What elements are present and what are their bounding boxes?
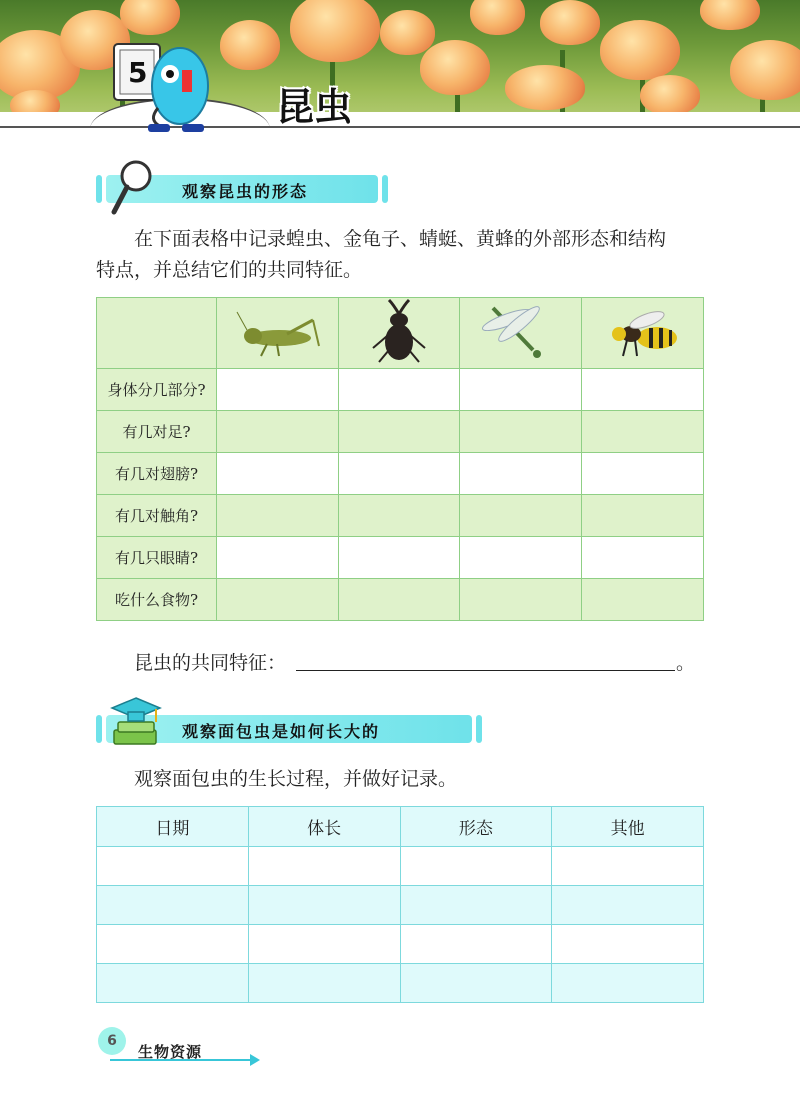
answer-cell [582, 537, 704, 579]
answer-cell [216, 411, 338, 453]
lesson-number: 5 [128, 56, 148, 89]
record-cell [248, 847, 400, 886]
answer-cell [582, 369, 704, 411]
answer-cell [216, 537, 338, 579]
growth-record-table [96, 806, 704, 1003]
answer-blank-line [296, 670, 675, 671]
record-cell [248, 925, 400, 964]
section2-header [96, 710, 472, 746]
record-cell [97, 847, 249, 886]
answer-cell [582, 411, 704, 453]
record-cell [248, 964, 400, 1003]
section2-intro: 观察面包虫的生长过程，并做好记录。 [134, 768, 458, 790]
answer-cell [582, 495, 704, 537]
page-number: 6 [98, 1027, 126, 1055]
answer-cell [338, 369, 460, 411]
answer-cell [460, 369, 582, 411]
record-cell [552, 964, 704, 1003]
answer-cell [216, 453, 338, 495]
record-cell [552, 886, 704, 925]
row-label-eyes: 有几只眼睛? [97, 537, 217, 579]
header-form: 形态 [400, 807, 552, 847]
graduation-cap-book-icon [108, 694, 164, 750]
record-cell [552, 847, 704, 886]
section1-title: 观察昆虫的形态 [182, 182, 309, 201]
row-label-legs: 有几对足? [97, 411, 217, 453]
answer-cell [338, 579, 460, 621]
record-cell [97, 964, 249, 1003]
answer-cell [582, 579, 704, 621]
answer-cell [338, 537, 460, 579]
header-date: 日期 [97, 807, 249, 847]
answer-cell [460, 495, 582, 537]
answer-cell [338, 411, 460, 453]
record-cell [400, 925, 552, 964]
answer-cell [460, 411, 582, 453]
header-length: 体长 [248, 807, 400, 847]
answer-cell [582, 453, 704, 495]
record-cell [97, 925, 249, 964]
header-other: 其他 [552, 807, 704, 847]
section1-header [96, 170, 378, 206]
beetle-image [338, 298, 460, 369]
answer-cell [460, 537, 582, 579]
answer-cell [460, 579, 582, 621]
answer-cell [460, 453, 582, 495]
common-feature-end: 。 [676, 652, 696, 674]
row-label-wings: 有几对翅膀? [97, 453, 217, 495]
answer-cell [338, 495, 460, 537]
record-cell [400, 964, 552, 1003]
magnifier-icon [110, 158, 156, 216]
answer-cell [216, 579, 338, 621]
record-cell [552, 925, 704, 964]
lesson-title: 昆虫 [276, 85, 353, 129]
answer-cell [338, 453, 460, 495]
answer-cell [216, 369, 338, 411]
record-cell [97, 886, 249, 925]
row-label-antennae: 有几对触角? [97, 495, 217, 537]
record-cell [248, 886, 400, 925]
insect-observation-table [96, 297, 704, 621]
section2-title: 观察面包虫是如何长大的 [182, 722, 381, 741]
row-label-body-parts: 身体分几部分? [97, 369, 217, 411]
dragonfly-image [460, 298, 582, 369]
row-label-food: 吃什么食物? [97, 579, 217, 621]
arrow-right-icon [110, 1053, 260, 1067]
record-cell [400, 847, 552, 886]
wasp-image [582, 298, 704, 369]
section1-intro-line1: 在下面表格中记录蝗虫、金龟子、蜻蜓、黄蜂的外部形态和结构 [134, 228, 667, 250]
table-corner [97, 298, 217, 369]
grasshopper-image [216, 298, 338, 369]
answer-cell [216, 495, 338, 537]
record-cell [400, 886, 552, 925]
mascot-book-icon [108, 38, 226, 134]
section1-intro-line2: 特点，并总结它们的共同特征。 [96, 259, 363, 281]
common-feature-label: 昆虫的共同特征： [134, 652, 287, 674]
footer-label: 生物资源 [138, 1043, 203, 1061]
